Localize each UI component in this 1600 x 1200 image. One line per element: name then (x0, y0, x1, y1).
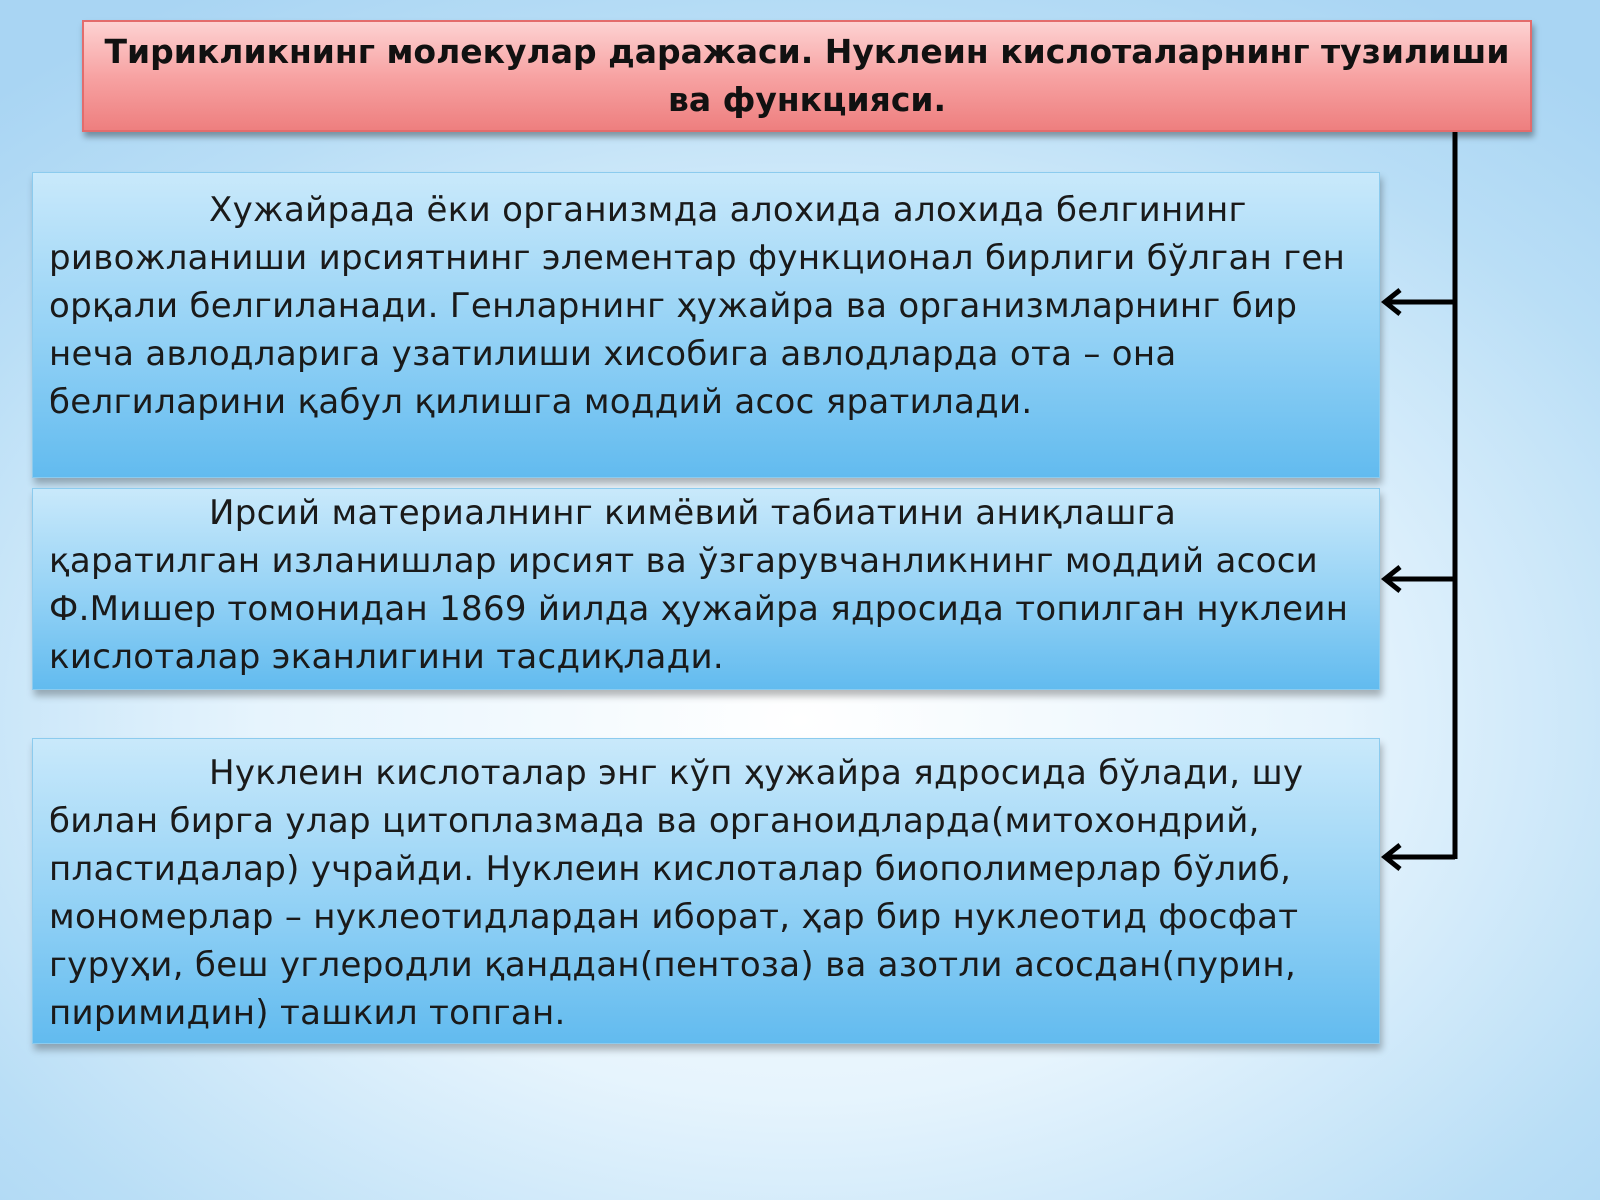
page-title: Тирикликнинг молекулар даражаси. Нуклеин кислоталарнинг тузилиши ва функцияси. (104, 32, 1510, 119)
content-box-nucleic-discovery (32, 488, 1380, 690)
content-text-gene: Хужайрада ёки организмда алохида алохида белгининг ривожланиши ирсиятнинг элементар функционал бирлиги бўлган ген орқали белгиланади. Генларнинг ҳужайра ва организмларнинг бир неча авлодларига узатилиши хисобига авлодларда ота – она белгиларини қабул қилишга моддий асос яратилади. (49, 190, 1346, 422)
title-box (82, 20, 1532, 132)
arrow-to-box-3 (1385, 845, 1455, 869)
arrow-to-box-1 (1385, 290, 1455, 314)
content-text-nucleic-discovery: Ирсий материалнинг кимёвий табиатини аниқлашга қаратилган изланишлар ирсият ва ўзгарувчанликнинг моддий асоси Ф.Мишер томонидан 1869 йилда ҳужайра ядросида топилган нуклеин кислоталар эканлигини тасдиқлади. (49, 493, 1349, 677)
content-box-nucleic-structure (32, 738, 1380, 1044)
content-text-nucleic-structure: Нуклеин кислоталар энг кўп ҳужайра ядросида бўлади, шу билан бирга улар цитоплазмада ва органоидларда(митохондрий, пластидалар) учрайди. Нуклеин кислоталар биополимерлар бўлиб, мономерлар – нуклеотидлардан иборат, ҳар бир нуклеотид фосфат гуруҳи, беш углеродли қанддан(пентоза) ва азотли асосдан(пурин, пиримидин) ташкил топган. (49, 753, 1304, 1033)
arrow-to-box-2 (1385, 567, 1455, 591)
content-box-gene (32, 172, 1380, 478)
